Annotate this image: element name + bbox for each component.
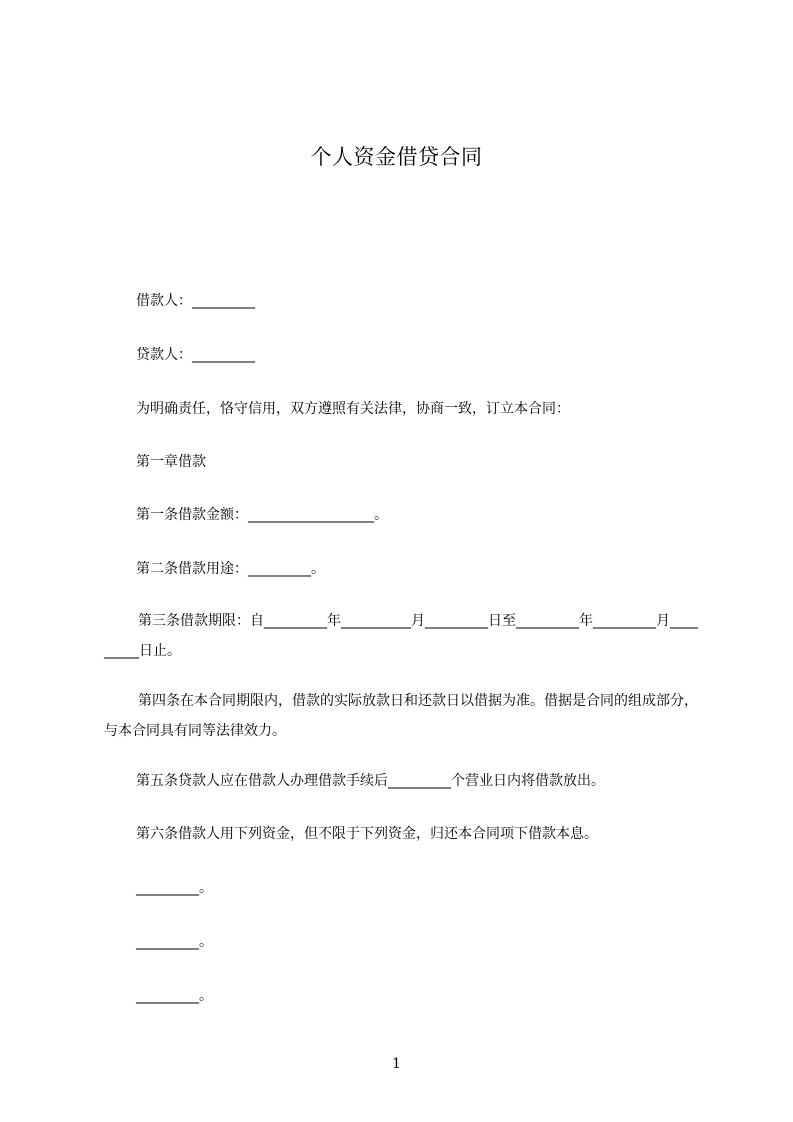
document-title: 个人资金借贷合同 — [310, 145, 483, 169]
article-3-term: 第三条借款期限：自_________年__________月_________日至_________年_________月_________日止。 — [104, 613, 698, 659]
borrower-line: 借款人：_________ — [136, 293, 255, 309]
preamble-paragraph: 为明确责任，恪守信用，双方遵照有关法律，协商一致，订立本合同： — [136, 401, 570, 417]
lender-line: 贷款人：_________ — [136, 347, 255, 363]
article-2-purpose: 第二条借款用途：_________。 — [136, 561, 325, 577]
article-4-receipt: 第四条在本合同期限内，借款的实际放款日和还款日以借据为准。借据是合同的组成部分，与本合同具有同等法律效力。 — [104, 693, 698, 739]
article-1-amount: 第一条借款金额：__________________。 — [136, 507, 388, 523]
repayment-source-2: _________。 — [136, 934, 213, 950]
repayment-source-3: _________。 — [136, 988, 213, 1004]
article-6-repayment: 第六条借款人用下列资金，但不限于下列资金，归还本合同项下借款本息。 — [136, 826, 598, 842]
repayment-source-1: _________。 — [136, 880, 213, 896]
page-number: 1 — [392, 1056, 401, 1072]
chapter-heading: 第一章借款 — [136, 454, 206, 470]
article-5-disbursement: 第五条贷款人应在借款人办理借款手续后_________个营业日内将借款放出。 — [136, 773, 605, 789]
